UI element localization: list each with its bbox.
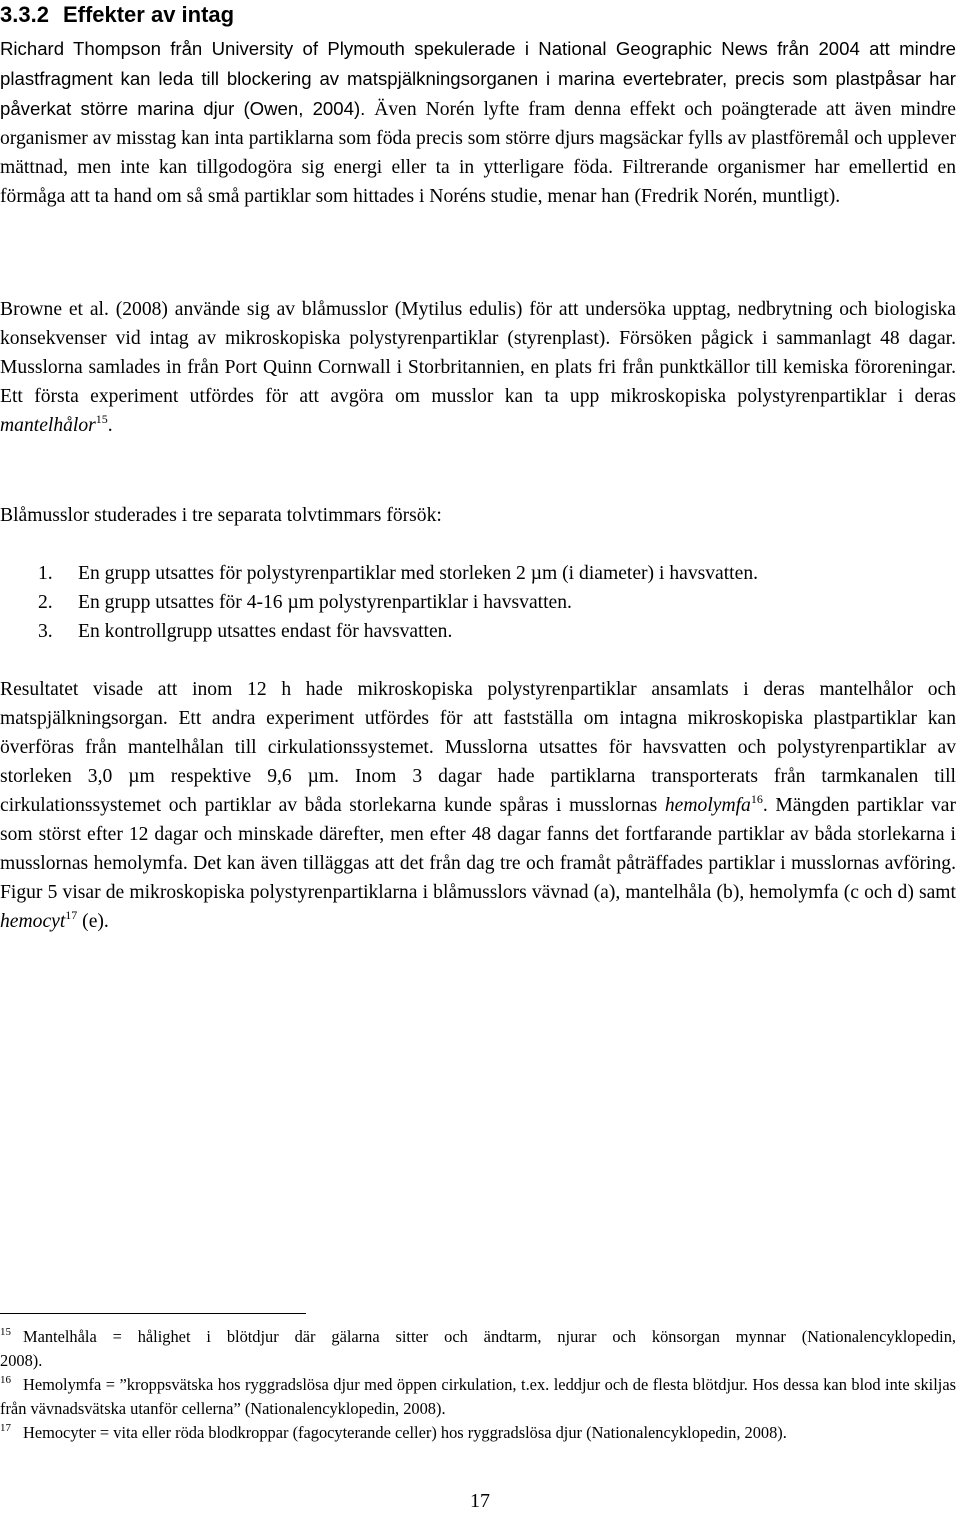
trial-list <box>38 559 958 646</box>
footnote-text: Hemocyter = vita eller röda blodkroppar (fagocyterande celler) hos ryggradslösa djur (Nationalencyklopedin, 2008). <box>23 1423 787 1442</box>
paragraph-browne-end: . <box>107 415 113 436</box>
list-item <box>38 559 958 588</box>
paragraph-browne-text: Browne et al. (2008) använde sig av blåmusslor (Mytilus edulis) för att undersöka upptag, nedbrytning och biologiska konsekvenser vid intag av mikroskopiska polystyrenpartiklar (styrenplast). Försöken pågick i sammanlagt 48 dagar. Musslorna samlades in från Port Quinn Cornwall i Storbritannien, en plats fri från punktkällor till kemiska föroreningar. Ett första experiment utfördes för att avgöra om musslor kan ta upp mikroskopiska polystyrenpartiklar i deras <box>0 299 956 407</box>
paragraph-thompson-serif-part: Även Norén lyfte fram denna effekt och poängterade att även mindre organismer av misstag kan inta partiklarna som föda precis som större djurs magsäckar fylls av plastföremål och upplever mättnad, men inte kan tillgodogöra sig energi eller ta in ytterligare föda. Filtrerande organismer har emellertid en förmåga att ta hand om så små partiklar som hittades i Noréns studie, menar han (Fredrik Norén, muntligt). <box>0 99 956 207</box>
section-heading <box>0 0 234 30</box>
list-item-text: En grupp utsattes för 4-16 µm polystyrenpartiklar i havsvatten. <box>78 592 572 613</box>
list-item-text: En grupp utsattes för polystyrenpartiklar med storleken 2 µm (i diameter) i havsvatten. <box>78 563 759 584</box>
footnote-ref-16[interactable]: 16 <box>750 792 763 806</box>
footnote-text: Mantelhåla = hålighet i blötdjur där gälarna sitter och ändtarm, njurar och könsorgan mynnar (Nationalencyklopedin, 2008). <box>0 1327 956 1370</box>
term-hemocyt: hemocyt <box>0 911 66 932</box>
term-mantelhalor: mantelhålor <box>0 415 96 436</box>
paragraph-results-part3: (e). <box>77 911 109 932</box>
list-item-number: 3. <box>38 621 53 642</box>
paragraph-browne <box>0 295 956 440</box>
paragraph-thompson-sans-part: Richard Thompson från University of Plymouth spekulerade i National Geographic News från 2004 att mindre plastfragment kan leda till blockering av matspjälkningsorganen i marina evertebrater, precis som plastpåsar har påverkat större marina djur (Owen, 2004). <box>0 38 956 119</box>
list-item-number: 2. <box>38 592 53 613</box>
footnote-text: Hemolymfa = ”kroppsvätska hos ryggradslösa djur med öppen cirkulation, t.ex. leddjur och de flesta blötdjur. Hos dessa kan blod inte skiljas från vävnadsvätska utanför cellerna” (Nationalencyklopedin, 2008). <box>0 1375 956 1418</box>
list-item <box>38 617 958 646</box>
list-item-number: 1. <box>38 563 53 584</box>
term-hemolymfa: hemolymfa <box>664 795 751 816</box>
footnote-ref-17[interactable]: 17 <box>65 908 78 922</box>
footnote-15 <box>0 1325 956 1373</box>
paragraph-trials-intro: Blåmusslor studerades i tre separata tolvtimmars försök: <box>0 505 442 526</box>
footnote-number: 17 <box>0 1422 11 1434</box>
footnote-ref-15[interactable]: 15 <box>95 412 108 426</box>
paragraph-results-part2: . Mängden partiklar var som störst efter 12 dagar och minskade därefter, men efter 48 dagar fanns det fortfarande partiklar av båda storlekarna i musslornas hemolymfa. Det kan även tilläggas att det från dag tre och framåt påträffades partiklar i musslornas avföring. Figur 5 visar de mikroskopiska polystyrenpartiklarna i blåmusslors vävnad (a), mantelhåla (b), hemolymfa (c och d) samt <box>0 795 956 903</box>
paragraph-thompson <box>0 34 956 211</box>
section-number: 3.3.2 <box>0 2 49 27</box>
paragraph-results <box>0 675 956 936</box>
footnotes <box>0 1325 956 1445</box>
footnote-16 <box>0 1373 956 1421</box>
paragraph-results-part1: Resultatet visade att inom 12 h hade mikroskopiska polystyrenpartiklar ansamlats i deras mantelhålor och matspjälkningsorgan. Ett andra experiment utfördes för att fastställa om intagna mikroskopiska plastpartiklar kan överföras från mantelhålan till cirkulationssystemet. Musslorna utsattes för havsvatten och polystyrenpartiklar av storleken 3,0 µm respektive 9,6 µm. Inom 3 dagar hade partiklarna transporterats från tarmkanalen till cirkulationssystemet och partiklar av båda storlekarna kunde spåras i musslornas <box>0 679 956 816</box>
list-item-text: En kontrollgrupp utsattes endast för havsvatten. <box>78 621 453 642</box>
list-item <box>38 588 958 617</box>
footnote-number: 16 <box>0 1374 11 1386</box>
footnote-divider <box>0 1313 306 1314</box>
footnote-17 <box>0 1421 956 1445</box>
section-title: Effekter av intag <box>62 2 235 27</box>
footnote-number: 15 <box>0 1326 11 1338</box>
page-number: 17 <box>470 1490 490 1512</box>
